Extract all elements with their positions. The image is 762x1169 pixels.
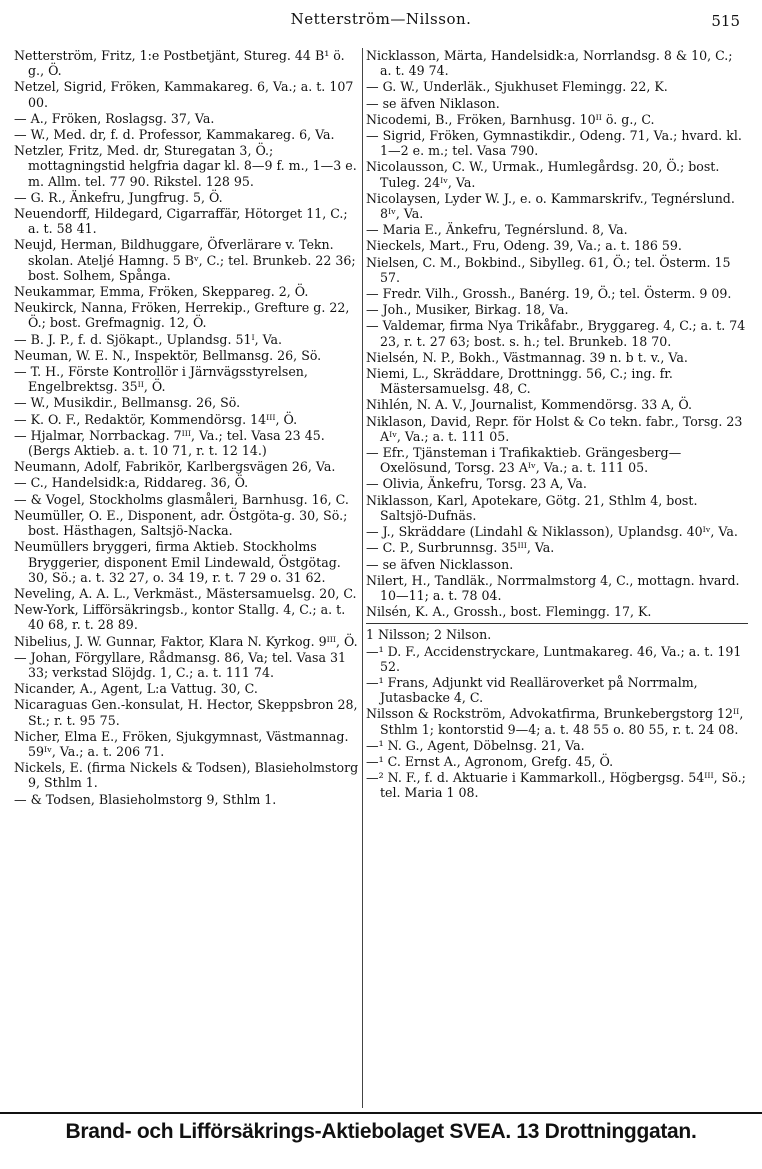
directory-entry: Netzel, Sigrid, Fröken, Kammakareg. 6, Va.; a. t. 107 00. xyxy=(14,79,354,110)
running-title: Netterström—Nilsson. xyxy=(290,10,472,28)
directory-entry: — Efr., Tjänsteman i Trafikaktieb. Grängesberg—Oxelösund, Torsg. 23 Aᴵᵛ, Va.; a. t. 111 05. xyxy=(366,445,682,476)
directory-entry: Neukammar, Emma, Fröken, Skeppareg. 2, Ö. xyxy=(14,284,309,300)
directory-entry: — C., Handelsidk:a, Riddareg. 36, Ö. xyxy=(14,475,249,491)
directory-entry: Neveling, A. A. L., Verkmäst., Mästersamuelsg. 20, C. xyxy=(14,585,357,601)
directory-entry: Nielsén, N. P., Bokh., Västmannag. 39 n. b t. v., Va. xyxy=(366,349,688,365)
directory-entry: — J., Skräddare (Lindahl & Niklasson), Uplandsg. 40ᴵᵛ, Va. xyxy=(366,524,738,540)
directory-entry: — Hjalmar, Norrbackag. 7ᴵᴵᴵ, Va.; tel. Vasa 23 45. (Bergs Aktieb. a. t. 10 71, r. t. 12 14.) xyxy=(14,427,325,459)
advertisement-text: Brand- och Lifförsäkrings-Aktiebolaget SVEA. 13 Drottninggatan. xyxy=(65,1120,697,1143)
directory-entry: — & Todsen, Blasieholmstorg 9, Sthlm 1. xyxy=(14,791,277,807)
directory-entry: — & Vogel, Stockholms glasmåleri, Barnhusg. 16, C. xyxy=(14,491,349,507)
directory-entry: — G. W., Underläk., Sjukhuset Flemingg. 22, K. xyxy=(366,79,668,95)
directory-entry: —¹ D. F., Accidenstryckare, Luntmakareg. 46, Va.; a. t. 191 52. xyxy=(366,643,742,674)
page-header xyxy=(0,0,762,40)
directory-entry: Nicher, Elma E., Fröken, Sjukgymnast, Västmannag. 59ᴵᵛ, Va.; a. t. 206 71. xyxy=(14,728,349,759)
directory-entry: Nicolausson, C. W., Urmak., Humlegårdsg. 20, Ö.; bost. Tuleg. 24ᴵᵛ, Va. xyxy=(366,159,720,190)
directory-entry: — W., Med. dr, f. d. Professor, Kammakareg. 6, Va. xyxy=(14,127,335,143)
directory-entry: —¹ N. G., Agent, Döbelnsg. 21, Va. xyxy=(366,737,585,753)
directory-entry: Nicaraguas Gen.-konsulat, H. Hector, Skeppsbron 28, St.; r. t. 95 75. xyxy=(14,697,358,728)
directory-entry: — Maria E., Änkefru, Tegnérslund. 8, Va. xyxy=(366,222,628,238)
directory-entry: Neujd, Herman, Bildhuggare, Öfverlärare v. Tekn. skolan. Ateljé Hamng. 5 Bᵛ, C.; tel. Brunkeb. 22 36; bost. Solhem, Spånga. xyxy=(14,237,356,283)
directory-entry: — G. R., Änkefru, Jungfrug. 5, Ö. xyxy=(14,189,223,205)
directory-entry: 1 Nilsson; 2 Nilson. xyxy=(366,623,748,642)
directory-entry: Neumüller, O. E., Disponent, adr. Östgöta-g. 30, Sö.; bost. Hästhagen, Saltsjö-Nacka. xyxy=(14,507,348,539)
directory-entry: — Sigrid, Fröken, Gymnastikdir., Odeng. 71, Va.; hvard. kl. 1—2 e. m.; tel. Vasa 790. xyxy=(366,128,742,159)
directory-entry: — W., Musikdir., Bellmansg. 26, Sö. xyxy=(14,395,241,411)
directory-entry: Nickels, E. (firma Nickels & Todsen), Blasieholmstorg 9, Sthlm 1. xyxy=(14,760,359,791)
directory-entry: Nicodemi, B., Fröken, Barnhusg. 10ᴵᴵ ö. g., C. xyxy=(366,111,655,127)
directory-entry: Nilert, H., Tandläk., Norrmalmstorg 4, C., mottagn. hvard. 10—11; a. t. 78 04. xyxy=(366,572,740,603)
directory-entry: Nibelius, J. W. Gunnar, Faktor, Klara N. Kyrkog. 9ᴵᴵᴵ, Ö. xyxy=(14,633,358,649)
directory-entry: Neumann, Adolf, Fabrikör, Karlbergsvägen 26, Va. xyxy=(14,459,336,475)
directory-entry: — Johan, Förgyllare, Rådmansg. 86, Va; tel. Vasa 31 33; verkstad Slöjdg. 1, C.; a. t. 111 74. xyxy=(14,649,346,680)
right-column xyxy=(366,48,748,1108)
directory-entry: Neuman, W. E. N., Inspektör, Bellmansg. 26, Sö. xyxy=(14,347,322,363)
directory-entry: Nieckels, Mart., Fru, Odeng. 39, Va.; a. t. 186 59. xyxy=(366,238,682,254)
footer-advertisement xyxy=(0,1112,762,1144)
directory-entry: Neumüllers bryggeri, firma Aktieb. Stockholms Bryggerier, disponent Emil Lindewald, Östgötag. 30, Sö.; a. t. 32 27, o. 34 19, r. t. 7 29 o. 31 62. xyxy=(14,539,341,585)
directory-entry: — Valdemar, firma Nya Trikåfabr., Bryggareg. 4, C.; a. t. 74 23, r. t. 27 63; bost. s. h.; tel. Brunkeb. 18 70. xyxy=(366,318,746,349)
directory-entry: — Fredr. Vilh., Grossh., Banérg. 19, Ö.; tel. Österm. 9 09. xyxy=(366,286,732,302)
directory-entry: Nilsson & Rockström, Advokatfirma, Brunkebergstorg 12ᴵᴵ, Sthlm 1; kontorstid 9—4; a. t. 48 55 o. 80 55, r. t. 24 08. xyxy=(366,706,744,737)
directory-entry: Netterström, Fritz, 1:e Postbetjänt, Stureg. 44 B¹ ö. g., Ö. xyxy=(14,48,345,79)
directory-entry: —¹ C. Ernst A., Agronom, Grefg. 45, Ö. xyxy=(366,753,614,769)
directory-entry: — T. H., Förste Kontrollör i Järnvägsstyrelsen, Engelbrektsg. 35ᴵᴵ, Ö. xyxy=(14,364,308,395)
directory-entry: Nicander, A., Agent, L:a Vattug. 30, C. xyxy=(14,681,258,697)
directory-entry: — C. P., Surbrunnsg. 35ᴵᴵᴵ, Va. xyxy=(366,540,555,556)
page-number: 515 xyxy=(711,12,740,30)
directory-entry: — se äfven Niklason. xyxy=(366,95,500,111)
directory-entry: Nihlén, N. A. V., Journalist, Kommendörsg. 33 A, Ö. xyxy=(366,397,692,413)
directory-entry: Niklason, David, Repr. för Holst & Co tekn. fabr., Torsg. 23 Aᴵᵛ, Va.; a. t. 111 05. xyxy=(366,413,743,444)
directory-entry: Nicklasson, Märta, Handelsidk:a, Norrlandsg. 8 & 10, C.; a. t. 49 74. xyxy=(366,48,733,79)
directory-entry: — se äfven Nicklasson. xyxy=(366,556,514,572)
directory-entry: Neuendorff, Hildegard, Cigarraffär, Hötorget 11, C.; a. t. 58 41. xyxy=(14,206,348,237)
directory-entry: —² N. F., f. d. Aktuarie i Kammarkoll., Högbergsg. 54ᴵᴵᴵ, Sö.; tel. Maria 1 08. xyxy=(366,770,746,801)
directory-entry: New-York, Lifförsäkringsb., kontor Stallg. 4, C.; a. t. 40 68, r. t. 28 89. xyxy=(14,602,346,633)
directory-entry: Neukirck, Nanna, Fröken, Herrekip., Grefture g. 22, Ö.; bost. Grefmagnig. 12, Ö. xyxy=(14,300,350,331)
directory-entry: — K. O. F., Redaktör, Kommendörsg. 14ᴵᴵᴵ, Ö. xyxy=(14,411,298,427)
directory-entry: — Joh., Musiker, Birkag. 18, Va. xyxy=(366,302,569,318)
directory-entry: Niklasson, Karl, Apotekare, Götg. 21, Sthlm 4, bost. Saltsjö-Dufnäs. xyxy=(366,492,698,523)
left-column xyxy=(14,48,359,1108)
directory-entry: — B. J. P., f. d. Sjökapt., Uplandsg. 51ᴵ, Va. xyxy=(14,331,283,347)
column-divider xyxy=(362,48,363,1108)
directory-entry: Nicolaysen, Lyder W. J., e. o. Kammarskrifv., Tegnérslund. 8ᴵᵛ, Va. xyxy=(366,190,735,222)
directory-entry: Nilsén, K. A., Grossh., bost. Flemingg. 17, K. xyxy=(366,604,652,620)
directory-entry: — A., Fröken, Roslagsg. 37, Va. xyxy=(14,110,215,126)
directory-entry: Nielsen, C. M., Bokbind., Sibylleg. 61, Ö.; tel. Österm. 15 57. xyxy=(366,254,731,285)
directory-entry: Netzler, Fritz, Med. dr, Sturegatan 3, Ö.; mottagningstid helgfria dagar kl. 8—9 f. m., 1—3 e. m. Allm. tel. 77 90. Rikstel. 128 95. xyxy=(14,143,357,189)
directory-entry: —¹ Frans, Adjunkt vid Realläroverket på Norrmalm, Jutasbacke 4, C. xyxy=(366,674,698,706)
directory-entry: Niemi, L., Skräddare, Drottningg. 56, C.; ing. fr. Mästersamuelsg. 48, C. xyxy=(366,366,673,397)
directory-entry: — Olivia, Änkefru, Torsg. 23 A, Va. xyxy=(366,476,587,492)
